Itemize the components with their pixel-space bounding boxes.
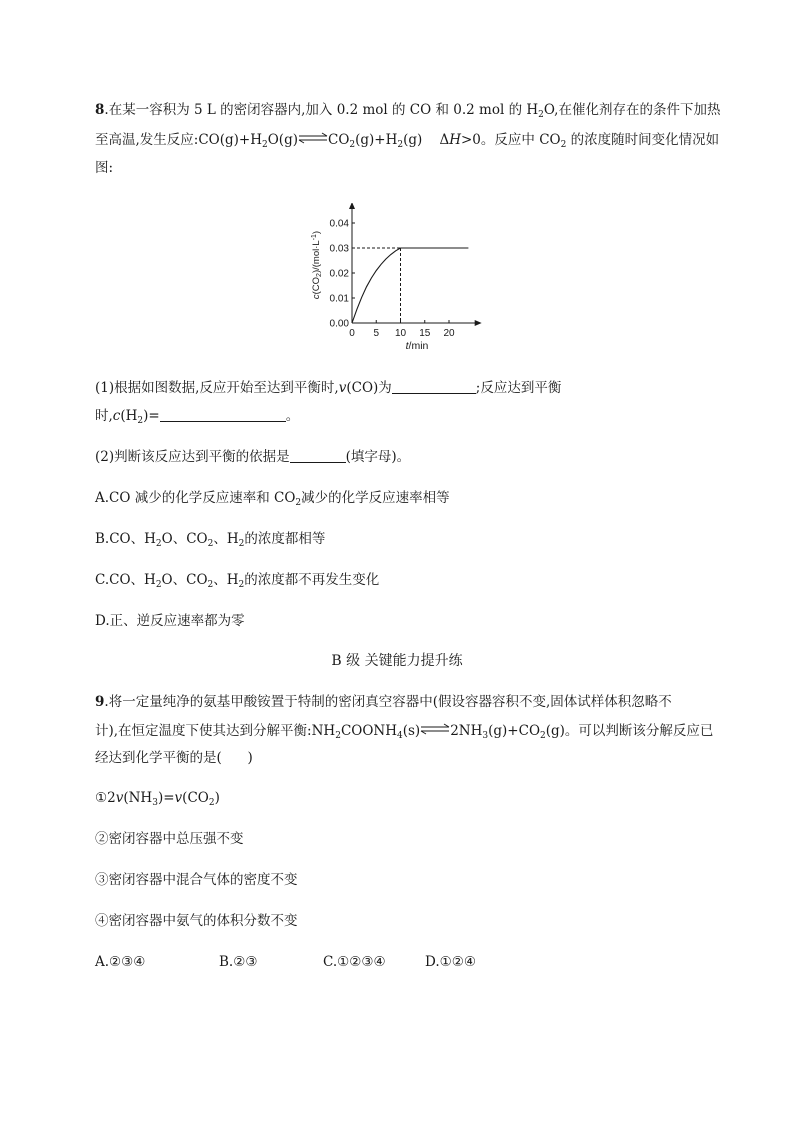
q9-line-1: 9.将一定量纯净的氨基甲酸铵置于特制的密闭真空容器中(假设容器容积不变,固体试样体积忽略不 [95, 694, 672, 710]
svg-text:c(CO2)/(mol·L-1): $c(CO_2)/(mol\cdot L^{-1})$ [311, 230, 323, 300]
answer-blank-rate[interactable] [392, 379, 476, 394]
q9-choice-a[interactable]: A.②③④ [95, 954, 146, 970]
q8-part1-line-1: (1)根据如图数据,反应开始至达到平衡时,v(CO)为 ;反应达到平衡 [95, 380, 562, 396]
answer-blank-equilibrium-basis[interactable] [290, 448, 346, 463]
equilibrium-arrow-icon [420, 723, 450, 735]
x-tick-label: 5 [373, 328, 380, 339]
reference-lines [352, 248, 401, 323]
equilibrium-arrow-icon [298, 132, 328, 144]
series-line-co2 [352, 248, 468, 323]
q8-line-2: 至高温,发生反应$:CO(g)+H_2O(g)$ $CO_2(g)+H_2(g)$ ΔH>0。反应中 $CO_2$ 的浓度随时间变化情况如 [95, 132, 720, 150]
series [352, 248, 468, 323]
q8-line-3: 图: [95, 160, 114, 176]
axes [349, 203, 482, 326]
q8-option-c: C.CO、$H_2O$、$CO_2$、$H_2$的浓度都不再发生变化 [95, 572, 380, 590]
q8-part1-line-2: 时$,c(H_2)=$ 。 [95, 408, 300, 426]
q9-line-3: 经达到化学平衡的是( ) [95, 750, 253, 766]
x-tick-label: 20 [443, 328, 455, 339]
q9-statement-3: ③密闭容器中混合气体的密度不变 [95, 872, 298, 888]
x-axis-label: t/min [405, 340, 429, 352]
q9-choice-c[interactable]: C.①②③④ [323, 954, 386, 970]
x-tick-label: 0 [349, 328, 355, 339]
q9-statement-4: ④密闭容器中氨气的体积分数不变 [95, 913, 298, 929]
y-axis-label [311, 231, 323, 299]
y-tick-label: 0.01 [329, 293, 349, 305]
section-heading: B 级 关键能力提升练 [331, 653, 463, 669]
q8-line-1: 8.在某一容积为 5 L 的密闭容器内,加入 0.2 mol 的 CO 和 0.2 mol 的 $H_2O$,在催化剂存在的条件下加热 [95, 102, 721, 120]
q9-line-2: 计),在恒定温度下使其达到分解平衡$:NH_2COONH_4(s)$ $2NH_3(g)+CO_2(g)$。可以判断该分解反应已 [95, 723, 714, 741]
q9-choice-d[interactable]: D.①②④ [425, 954, 476, 970]
q9-statement-2: ②密闭容器中总压强不变 [95, 831, 244, 847]
q9-choice-b[interactable]: B.②③ [219, 954, 258, 970]
y-tick-label: 0.03 [329, 243, 349, 255]
y-ticks [330, 219, 355, 330]
x-axis-arrow [475, 320, 482, 326]
q9-number: 9 [95, 694, 105, 710]
q9-statement-1: $①2v(NH_3)=v(CO_2)$ [95, 790, 220, 808]
x-tick-label: 15 [419, 328, 431, 339]
y-axis-arrow [349, 203, 355, 209]
y-tick-label: 0.00 [329, 318, 349, 330]
q8-option-b: B.CO、$H_2O$、$CO_2$、$H_2$的浓度都相等 [95, 531, 326, 549]
q8-option-a: A.CO 减少的化学反应速率和 $CO_2$减少的化学反应速率相等 [95, 490, 450, 508]
answer-blank-h2-concentration[interactable] [160, 407, 286, 422]
y-tick-label: 0.04 [329, 218, 349, 230]
q8-part2: (2)判断该反应达到平衡的依据是 (填字母)。 [95, 449, 411, 465]
q8-number: 8 [95, 102, 105, 118]
q8-option-d: D.正、逆反应速率都为零 [95, 613, 245, 629]
x-tick-label: 10 [394, 328, 407, 339]
y-tick-label: 0.02 [329, 268, 349, 280]
co2-concentration-chart [305, 203, 490, 355]
